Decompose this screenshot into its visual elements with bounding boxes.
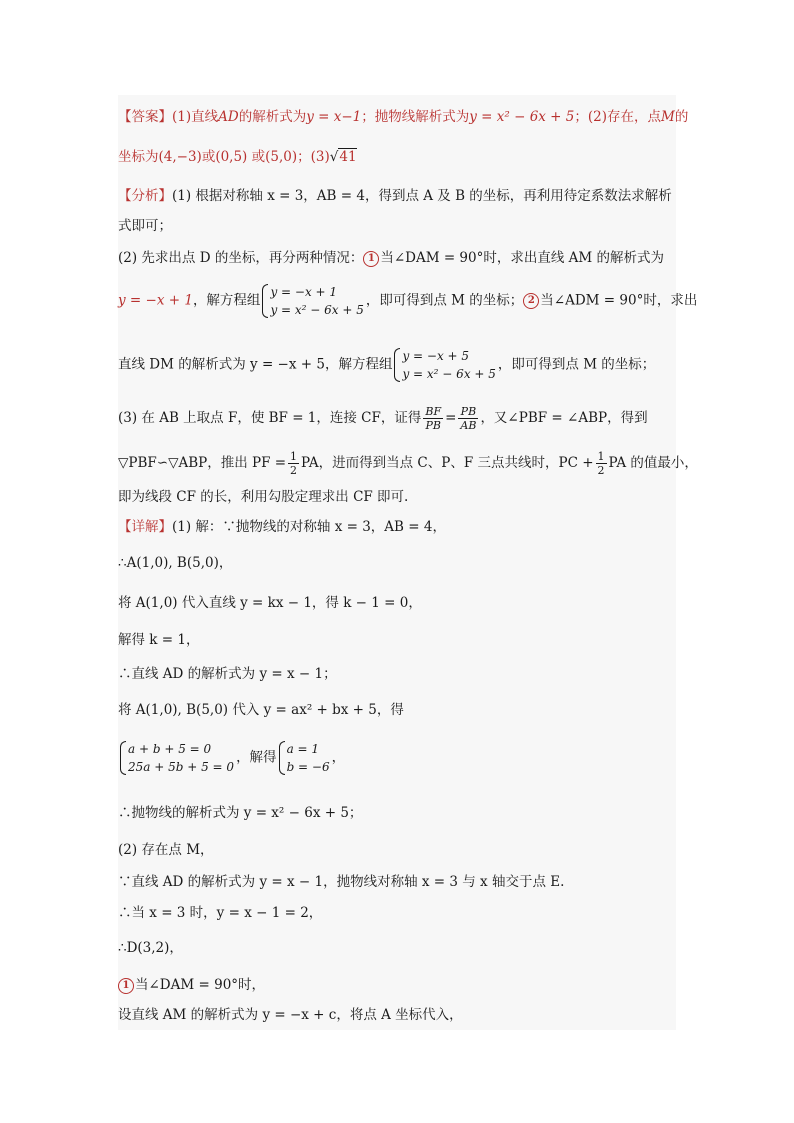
detail-line-4: 解得 k = 1， xyxy=(118,632,200,648)
detail-tag: 【详解】 xyxy=(118,519,172,535)
detail-line-3: 将 A(1,0) 代入直线 y = kx − 1，得 k − 1 = 0， xyxy=(118,595,422,611)
fraction: $\frac{1}{2}$ xyxy=(597,450,605,477)
document-page xyxy=(118,95,698,1030)
answer-line-2: 坐标为(4,−3)或(0,5) 或(5,0)；(3)√41 xyxy=(118,149,357,165)
detail-line-12: ∴D(3,2)， xyxy=(118,940,183,956)
detail-line-6: 将 A(1,0), B(5,0) 代入 y = ax² + bx + 5，得 xyxy=(118,702,404,718)
analysis-line-2: 式即可； xyxy=(118,218,172,234)
analysis-line-1: 【分析】(1) 根据对称轴 x = 3，AB = 4，得到点 A 及 B 的坐标，再利用待定系数法求解析 xyxy=(118,188,672,204)
fraction: $\frac{BF}{PB}$ xyxy=(425,405,442,432)
equation-system: y = −x + 5 y = x² − 6x + 5 xyxy=(394,347,495,383)
circled-one-icon: 1 xyxy=(118,978,134,994)
detail-line-13: 1 当∠DAM = 90°时， xyxy=(118,975,676,995)
fraction: $\frac{1}{2}$ xyxy=(290,450,298,477)
detail-line-7: a + b + 5 = 0 25a + 5b + 5 = 0 ，解得 a = 1 b = −6 ， xyxy=(118,740,676,776)
detail-line-10: ∵直线 AD 的解析式为 y = x − 1，抛物线对称轴 x = 3 与 x 轴交于点 E. xyxy=(118,874,565,890)
equation-system: y = −x + 1 y = x² − 6x + 5 xyxy=(262,283,363,319)
detail-line-8: ∴抛物线的解析式为 y = x² − 6x + 5； xyxy=(118,805,363,821)
answer-tag: 【答案】 xyxy=(118,109,172,125)
sqrt-value: 41 xyxy=(339,149,357,165)
solution-system: a = 1 b = −6 xyxy=(279,740,330,776)
analysis-line-3: (2) 先求出点 D 的坐标，再分两种情况： 1 当∠DAM = 90°时，求出直线 AM 的解析式为 xyxy=(118,250,665,266)
analysis-line-5: 直线 DM 的解析式为 y = −x + 5，解方程组 y = −x + 5 y = x² − 6x + 5 ，即可得到点 M 的坐标； xyxy=(118,349,656,381)
circled-two-icon: 2 xyxy=(523,293,539,309)
detail-line-1: 【详解】(1) 解：∵抛物线的对称轴 x = 3，AB = 4， xyxy=(118,519,446,535)
detail-line-14: 设直线 AM 的解析式为 y = −x + c，将点 A 坐标代入， xyxy=(118,1007,463,1023)
detail-line-11: ∴当 x = 3 时，y = x − 1 = 2， xyxy=(118,905,323,921)
fraction: $\frac{PB}{AB}$ xyxy=(460,405,477,432)
detail-line-5: ∴直线 AD 的解析式为 y = x − 1； xyxy=(118,666,337,682)
detail-line-9: (2) 存在点 M， xyxy=(118,842,214,858)
circled-one-icon: 1 xyxy=(363,251,379,267)
answer-line-1: 【答案】(1)直线AD的解析式为y = x−1；抛物线解析式为y = x² − 6x + 5；(2)存在，点M的 xyxy=(118,109,689,125)
analysis-line-7: ▽PBF∽▽ABP，推出 PF = $\frac{1}{2}$ PA，进而得到当点 C、P、F 三点共线时，PC + $\frac{1}{2}$ PA 的值最小， xyxy=(118,450,698,477)
analysis-line-4: y = −x + 1，解方程组 y = −x + 1 y = x² − 6x + 5 ，即可得到点 M 的坐标； 2 当∠ADM = 90°时，求出 xyxy=(118,285,698,317)
analysis-line-6: (3) 在 AB 上取点 F，使 BF = 1，连接 CF，证得 $\frac{BF}{PB}$ = $\frac{PB}{AB}$ ，又∠PBF = ∠ABP，得到 xyxy=(118,405,648,432)
detail-line-2: ∴A(1,0), B(5,0)， xyxy=(118,555,233,571)
analysis-tag: 【分析】 xyxy=(118,188,172,204)
analysis-line-8: 即为线段 CF 的长，利用勾股定理求出 CF 即可. xyxy=(118,489,409,505)
equation-system: a + b + 5 = 0 25a + 5b + 5 = 0 xyxy=(120,740,234,776)
